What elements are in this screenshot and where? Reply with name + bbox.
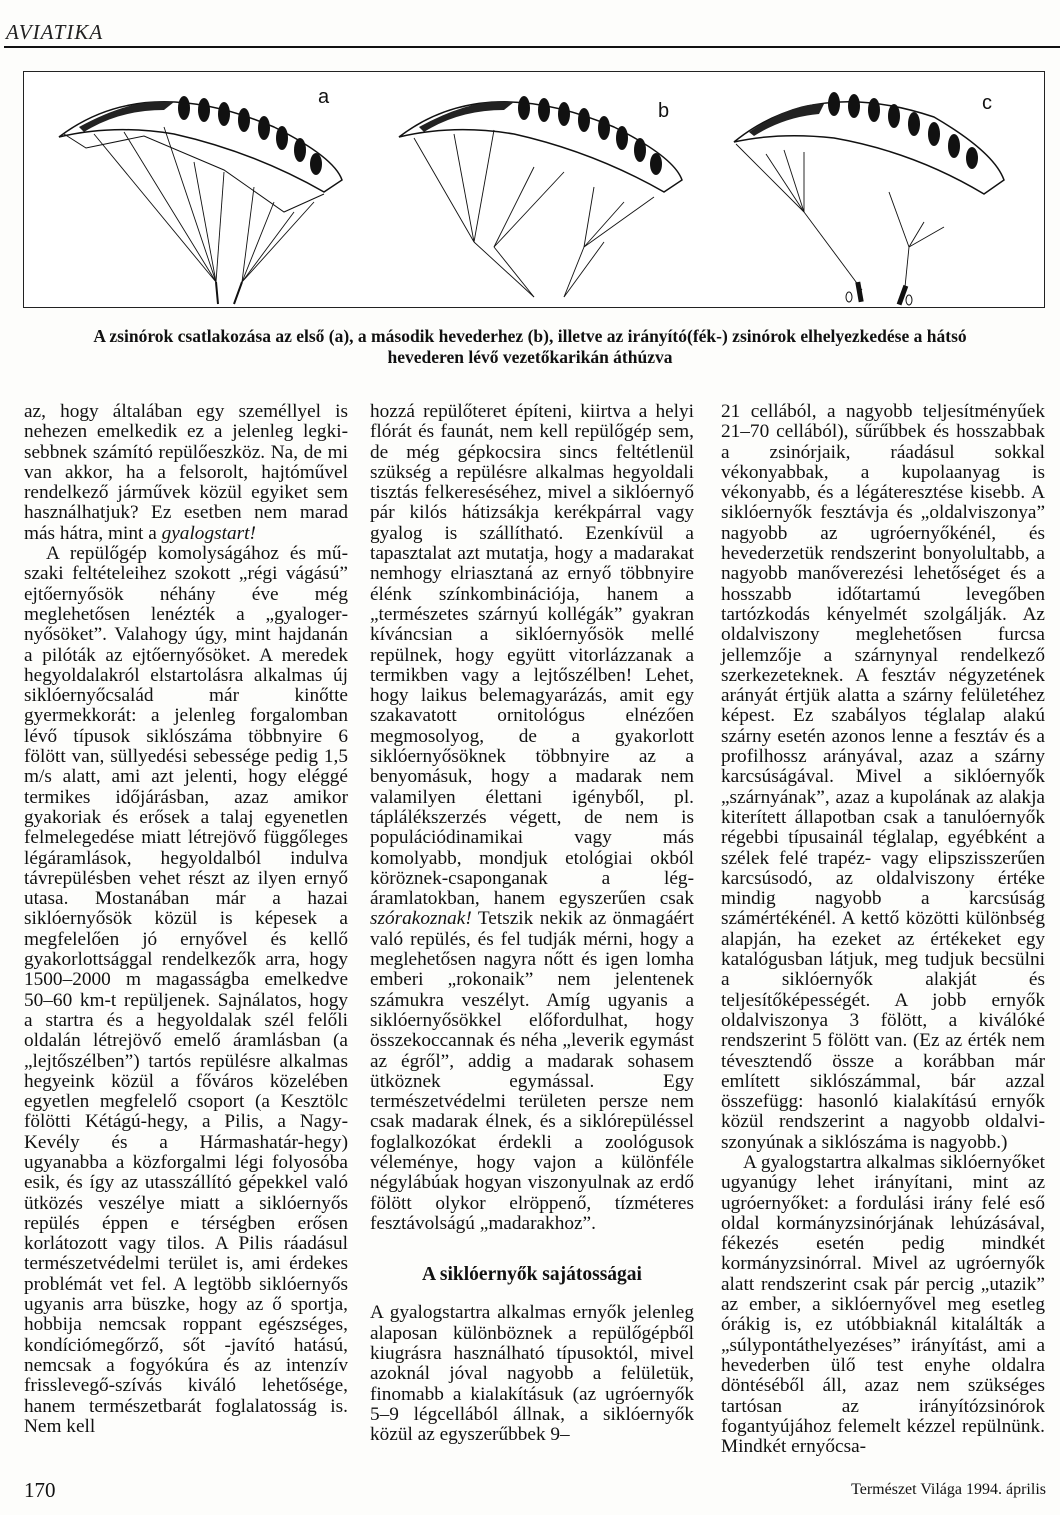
caption-line-1: A zsinórok csatlakozása az első (a), a második hevederhez (b), illetve az irányító(fék-) zsinórok elhelyezkedése a hátsó [93, 326, 967, 346]
caption-line-2: hevederen lévő vezetőkarikán áthúzva [387, 347, 673, 367]
panel-label-c: c [982, 92, 992, 114]
paragraph: A gyalogstartra alkalmas siklóernyőket ugyanúgy lehet irányítani, mint az ugróernyőket: a fordulási irány felé eső oldal kormányzsinórjának lehúzásával, fékezés esetén pedig mindkét kormányzsinórral. Mivel az ugróernyők alatt rendszerint csak pár percig „utazik” az ember, a siklóernyővel meg esetleg órákig is, ez utóbbiaknál kitalálták a „súlypontáthelyezéses” irányítást, ami a hevederben ülő test enyhe oldalra döntéséből áll, azaz nem szükséges tartósan az irányítózsinórok fogantyújához felemelt kézzel repülnünk. Mindkét ernyőcsa- [721, 1151, 1045, 1458]
subheading: A siklóernyők sajátosságai [422, 1264, 642, 1286]
paragraph: A gyalogstartra alkalmas ernyők jelenleg alaposan különböznek a repülőgépből kiugrásra használható típusoktól, mivel azoknál jóval nagyobb a felületük, finomabb a kialakításuk (az ugróernyők 5–9 légcellából állnak, a siklóernyők közül az egyszerűbbek 9– [370, 1302, 694, 1446]
paraglider-illustration-a [24, 72, 364, 307]
text-column-1 [24, 402, 348, 1437]
paraglider-illustration-b [364, 72, 704, 307]
panel-label-b: b [658, 100, 670, 122]
paragraph: A repülőgép komolyságához és műszaki feltételeihez szokott „régi vágású” ejtőernyősök néhány éve még meglehetősen lenézték a „gyalogernyősöket”. Valahogy úgy, mint hajdanán a pilóták az ejtőernyősöket. A meredek hegyoldalakról elstartolásra alkalmas új siklóernyőcsalád már kinőtte gyermekkorát: a jelenleg forgalomban lévő típusok siklószáma többnyire 6 fölött van, süllyedési sebessége pedig 1,5 m/s alatt, ami azt jelenti, hogy eléggé termikes időjárásban, azaz amikor gyakoriak és erősek a talaj egyenetlen felmelegedése miatt létrejövő függőleges légáramlások, hegyoldalból indulva távrepülésben vehet részt az ilyen ernyő utasa. Mostanában már a hazai siklóernyősök közül is képesek a megfelelően jó ernyővel és kellő gyakorlottsággal rendelkezők arra, hogy 1500–2000 m magasságba emelkedve 50–60 km-t repüljenek. Sajnálatos, hogy a startra és a hegyoldalak szél felőli oldalán létrejövő emelő áramlásban (a „lejtőszélben”) tartós repülésre alkalmas hegyeink közül a főváros közelében egyetlen megfelelő csoport (a Kesztölc fölötti Kétágú-hegy, a Pilis, a Nagy-Kevély és a Hármashatár-hegy) ugyanabba a közforgalmi légi folyosóba esik, és így az utasszállító gépekkel való ütközés veszélye miatt a siklóernyős repülés éppen e térségben erősen korlátozott vagy tilos. A Pilis ráadásul természetvédelmi terület is, ami érdekes problémát vet fel. A legtöbb siklóernyős ugyanis arra büszke, hogy az ő sportja, hobbija nemcsak roppant egészséges, kondíciómegőrző, sőt -javító hatású, nemcsak a fogyókúra és az intenzív frisslevegő-szívás kiváló lehetősége, hanem természetbarát foglalatosság is. Nem kell [24, 543, 348, 1437]
emphasis: szórakoznak! [370, 908, 472, 930]
paragraph: az, hogy általában egy személlyel is nehezen emelkedik ez a jelenleg legkisebbnek számító repülőeszköz. Na, de mi van akkor, ha a felsorolt, hajtóművel rendelkező járművek közül egyiket sem használhatjuk? Ez esetben nem marad más hátra, mint a gyalogstart! [24, 401, 348, 544]
header-rule [4, 46, 1060, 48]
text-column-3 [721, 402, 1045, 1457]
paraglider-illustration-c [704, 72, 1044, 307]
page-number: 170 [24, 1478, 56, 1502]
publication-source: Természet Világa 1994. április [851, 1481, 1046, 1498]
section-title: AVIATIKA [6, 20, 104, 44]
text-column-2 [370, 402, 694, 1446]
paragraph: 21 cellából, a nagyobb teljesítményűek 21–70 cellából), sűrűbbek és hosszabbak a zsinórjaik, ráadásul sokkal vékonyabbak, a kupolaanyag is vékonyabb, és a légáteresztése kisebb. A siklóernyők fesztávja és „oldalviszonya” nagyobb az ugróernyőkénél, és hevederzetük rendszerint bonyolultabb, a nagyobb manőverezési lehetőséget és a hosszabb időtartamú levegőben tartózkodás kényelmét szolgálják. Az oldalviszony meglehetősen furcsa jellemzője a szárnynyal rendelkező szerkezeteknek. A fesztáv négyzetének arányát értjük alatta a szárny felületéhez képest. Ez szabályos téglalap alakú szárny esetén azonos lenne a fesztáv és a profilhossz arányával, azaz a szárny karcsúságával. Mivel a siklóernyők „szárnyának”, azaz a kupolának az alakja kiterített állapotban csak a tanulóernyők régebbi típusainál téglalap, egyébként a szélek felé trapéz- vagy elipszisszerűen karcsúsodó, az oldalviszony értéke mindig nagyobb a karcsúság számértékénél. A kettő közötti különbség alapján, ha ezeket az értékeket egy katalógusban látjuk, meg tudjuk becsülni a siklóernyők alakját és teljesítőképességét. A jobb ernyők oldalviszonya 3 fölött, a kiválóké rendszerint 5 fölött van. (Ez az érték nem tévesztendő össze a korábban már említett siklószámmal, bár azzal összefügg: hasonló kialakítású ernyők közül rendszerint a nagyobb oldalviszonyúnak a siklószáma is nagyobb.) [721, 401, 1045, 1153]
paraglider-figure [23, 71, 1045, 308]
figure-panel-c [704, 72, 1044, 307]
panel-label-a: a [318, 86, 330, 108]
figure-panel-b [364, 72, 704, 307]
paragraph: hozzá repülőteret építeni, kiirtva a helyi flórát és faunát, nem kell repülőgép sem, de még gépkocsira sincs feltétlenül szükség a repülésre alkalmas hegyoldali tisztás felkereséséhez, mivel a siklóernyő pár kilós hátizsákja kerékpárral vagy gyalog is szállítható. Ezenkívül a tapasztalat azt mutatja, hogy a madarakat nemhogy elriasztaná az ernyő többnyire élénk színkombinációja, hanem a „természetes szárnyú kollégák” gyakran kíváncsian a siklóernyősök mellé repülnek, hogy együtt vitorlázzanak a termikben vagy a lejtőszélben! Lehet, hogy laikus belemagyarázás, amit egy szakavatott ornitológus elnézően megmosolyog, de a gyakorlott siklóernyősöknek többnyire az a benyomásuk, hogy a madarak nem valamilyen élettani igényből, pl. táplálékszerzés végett, de nem is populációdinamikai vagy más komolyabb, mondjuk etológiai okból köröznek-csaponganak a légáramlatokban, hanem egyszerűen csak szórakoznak! Tetszik nekik az önmagáért való repülés, és fel tudják mérni, hogy a meglehetősen nagyra nőtt és igen lomha emberi „rokonaik” nem jelentenek számukra veszélyt. Amíg ugyanis a siklóernyősökkel előfordulhat, hogy összekoccannak és néha „leverik egymást az égről”, addig a madarak sohasem ütköznek egymással. Egy természetvédelmi területen persze nem csak madarak élnek, és a siklórepüléssel foglalkozókat érdekli a zoológusok véleménye, hogy vajon a különféle négylábúak hogyan viszonyulnak az erdő fölött olykor elröppenő, tízméteres fesztávolságú „madarakhoz”. [370, 401, 694, 1234]
figure-panel-a [24, 72, 364, 307]
figure-caption [20, 326, 1040, 368]
emphasis: gyalogstart! [161, 522, 256, 544]
